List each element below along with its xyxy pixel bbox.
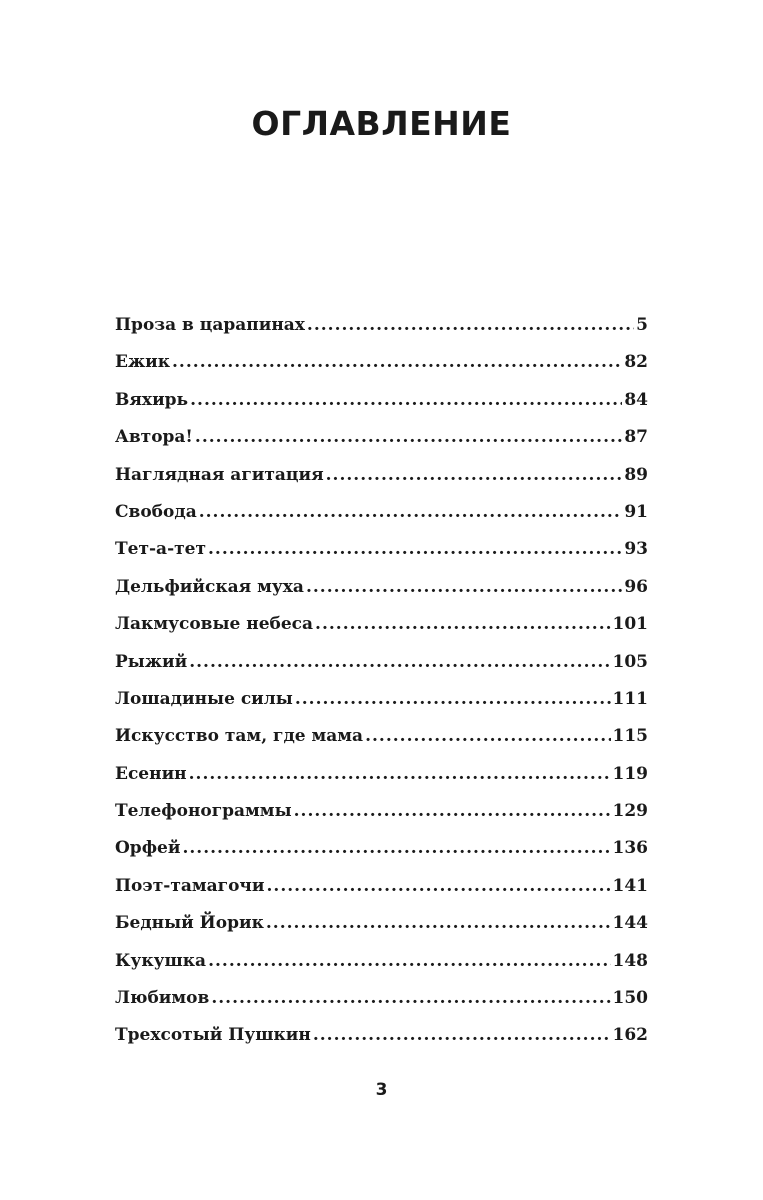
toc-entry bbox=[115, 726, 648, 763]
toc-entry-title: Трехсотый Пушкин bbox=[115, 1025, 311, 1046]
dot-leader bbox=[189, 764, 611, 784]
dot-leader bbox=[306, 577, 622, 597]
toc-entry bbox=[115, 838, 648, 875]
toc-entry-page: 105 bbox=[612, 651, 648, 672]
toc-entry-title: Наглядная агитация bbox=[115, 464, 324, 485]
toc-entry-page: 89 bbox=[624, 464, 648, 485]
dot-leader bbox=[326, 465, 623, 485]
table-of-contents bbox=[115, 315, 648, 1063]
dot-leader bbox=[208, 539, 622, 559]
toc-entry-title: Лакмусовые небеса bbox=[115, 614, 314, 635]
toc-entry-title: Орфей bbox=[115, 838, 181, 859]
toc-entry-page: 82 bbox=[624, 352, 648, 373]
toc-entry bbox=[115, 764, 648, 801]
toc-entry-title: Свобода bbox=[115, 501, 197, 522]
toc-entry bbox=[115, 951, 648, 988]
toc-entry-title: Вяхирь bbox=[115, 389, 189, 410]
toc-entry bbox=[115, 1025, 648, 1062]
toc-entry-page: 111 bbox=[612, 688, 648, 709]
toc-entry-title: Рыжий bbox=[115, 651, 188, 672]
toc-entry-title: Кукушка bbox=[115, 950, 207, 971]
dot-leader bbox=[295, 689, 611, 709]
toc-entry-title: Лошадиные силы bbox=[115, 688, 293, 709]
toc-entry-page: 84 bbox=[624, 389, 648, 410]
toc-entry-title: Проза в царапинах bbox=[115, 315, 305, 335]
toc-entry-title: Автора! bbox=[115, 427, 193, 448]
toc-entry-page: 5 bbox=[636, 315, 648, 335]
toc-entry-title: Телефонограммы bbox=[115, 801, 292, 822]
page-title: ОГЛАВЛЕНИЕ bbox=[251, 104, 512, 143]
toc-entry-title: Любимов bbox=[115, 988, 210, 1009]
toc-entry-page: 91 bbox=[624, 501, 648, 522]
dot-leader bbox=[189, 652, 610, 672]
toc-entry bbox=[115, 801, 648, 838]
dot-leader bbox=[266, 913, 611, 933]
toc-entry bbox=[115, 577, 648, 614]
toc-entry bbox=[115, 689, 648, 726]
toc-entry bbox=[115, 614, 648, 651]
toc-entry bbox=[115, 390, 648, 427]
page-number: 3 bbox=[375, 1080, 388, 1100]
dot-leader bbox=[313, 1025, 611, 1045]
dot-leader bbox=[190, 390, 622, 410]
dot-leader bbox=[195, 427, 622, 447]
toc-entry bbox=[115, 988, 648, 1025]
dot-leader bbox=[208, 951, 610, 971]
toc-entry-page: 115 bbox=[612, 726, 648, 747]
dot-leader bbox=[266, 876, 610, 896]
toc-entry bbox=[115, 539, 648, 576]
toc-entry-page: 148 bbox=[612, 950, 648, 971]
toc-entry bbox=[115, 502, 648, 539]
toc-entry-page: 136 bbox=[612, 838, 648, 859]
toc-entry-page: 144 bbox=[612, 913, 648, 934]
toc-entry bbox=[115, 427, 648, 464]
dot-leader bbox=[182, 838, 610, 858]
toc-entry bbox=[115, 315, 648, 352]
toc-entry bbox=[115, 913, 648, 950]
dot-leader bbox=[172, 352, 622, 372]
toc-entry bbox=[115, 352, 648, 389]
toc-entry-title: Бедный Йорик bbox=[115, 913, 264, 934]
toc-entry-page: 96 bbox=[624, 576, 648, 597]
toc-entry bbox=[115, 876, 648, 913]
toc-entry-page: 141 bbox=[612, 875, 648, 896]
dot-leader bbox=[307, 315, 634, 335]
toc-entry-page: 87 bbox=[624, 427, 648, 448]
toc-entry-page: 101 bbox=[612, 614, 648, 635]
dot-leader bbox=[211, 988, 610, 1008]
toc-entry-title: Ежик bbox=[115, 352, 171, 373]
toc-entry-title: Искусство там, где мама bbox=[115, 726, 364, 747]
toc-entry-title: Дельфийская муха bbox=[115, 576, 304, 597]
toc-entry bbox=[115, 465, 648, 502]
toc-entry bbox=[115, 652, 648, 689]
toc-entry-page: 150 bbox=[612, 988, 648, 1009]
toc-entry-page: 129 bbox=[612, 801, 648, 822]
toc-entry-page: 119 bbox=[612, 763, 648, 784]
toc-entry-title: Тет-а-тет bbox=[115, 539, 207, 560]
toc-entry-page: 93 bbox=[624, 539, 648, 560]
dot-leader bbox=[199, 502, 623, 522]
toc-entry-page: 162 bbox=[612, 1025, 648, 1046]
dot-leader bbox=[365, 726, 610, 746]
toc-entry-title: Поэт-тамагочи bbox=[115, 875, 265, 896]
dot-leader bbox=[315, 614, 610, 634]
toc-entry-title: Есенин bbox=[115, 763, 187, 784]
dot-leader bbox=[294, 801, 611, 821]
